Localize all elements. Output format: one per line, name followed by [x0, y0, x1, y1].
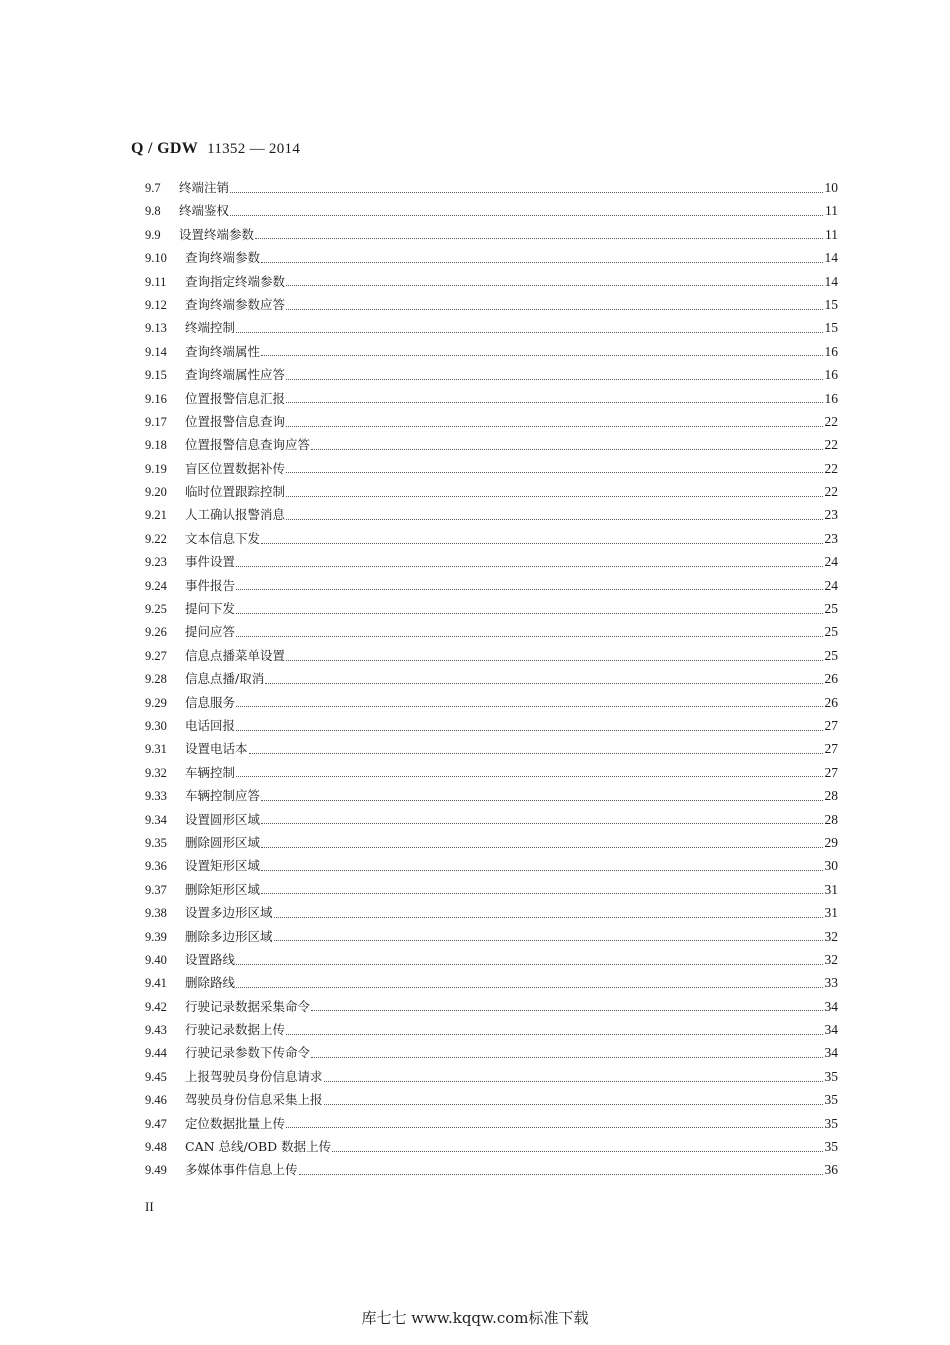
toc-dot-leader	[286, 518, 823, 520]
toc-dot-leader	[261, 354, 823, 356]
toc-dot-leader	[236, 986, 823, 988]
toc-entry-page: 10	[824, 180, 838, 195]
toc-entry[interactable]	[145, 714, 838, 737]
toc-entry-title: 位置报警信息查询应答	[185, 437, 311, 453]
toc-entry-number: 9.21	[145, 508, 167, 523]
toc-entry-title: 车辆控制	[185, 764, 236, 780]
toc-entry-title: 车辆控制应答	[185, 788, 261, 804]
toc-entry-page: 35	[824, 1092, 838, 1108]
toc-entry[interactable]	[145, 316, 838, 339]
toc-entry-number: 9.7	[145, 181, 161, 195]
toc-entry-title: 电话回报	[185, 717, 236, 733]
toc-entry[interactable]	[145, 1018, 838, 1041]
toc-entry-page: 26	[824, 694, 838, 710]
toc-entry-page: 31	[824, 905, 838, 921]
toc-entry-number: 9.14	[145, 344, 167, 359]
toc-dot-leader	[236, 705, 823, 707]
toc-entry-title: 设置矩形区域	[185, 858, 261, 874]
toc-dot-leader	[236, 729, 823, 731]
toc-entry-page: 31	[824, 881, 838, 897]
toc-entry-number: 9.26	[145, 625, 167, 640]
toc-entry-page: 29	[824, 834, 838, 850]
toc-dot-leader	[236, 588, 823, 590]
toc-entry-number: 9.16	[145, 391, 167, 406]
toc-entry-number: 9.20	[145, 485, 167, 500]
toc-entry-page: 34	[824, 1045, 838, 1061]
toc-dot-leader	[265, 682, 823, 684]
toc-entry-number: 9.32	[145, 765, 167, 780]
toc-entry[interactable]	[145, 457, 838, 480]
toc-entry-page: 25	[824, 624, 838, 640]
toc-entry-page: 11	[825, 203, 838, 219]
toc-dot-leader	[286, 284, 823, 286]
toc-entry[interactable]	[145, 620, 838, 643]
toc-entry-page: 33	[824, 975, 838, 991]
download-watermark: 库七七 www.kqqw.com标准下载	[361, 1309, 589, 1327]
toc-entry-page: 25	[824, 647, 838, 663]
toc-entry[interactable]	[145, 1158, 838, 1181]
toc-entry-number: 9.38	[145, 906, 167, 921]
toc-entry-page: 27	[824, 717, 838, 733]
toc-entry-title: 文本信息下发	[185, 530, 261, 546]
toc-dot-leader	[311, 448, 823, 450]
toc-entry-page: 16	[824, 367, 838, 383]
toc-entry[interactable]	[145, 784, 838, 807]
table-of-contents	[145, 176, 838, 1182]
toc-dot-leader	[286, 495, 823, 497]
toc-entry-page: 34	[824, 1022, 838, 1038]
toc-entry-page: 14	[824, 273, 838, 289]
toc-entry-number: 9.37	[145, 882, 167, 897]
toc-entry-number: 9.34	[145, 812, 167, 827]
toc-entry-title: 设置路线	[185, 951, 236, 967]
toc-entry-page: 36	[824, 1162, 838, 1178]
toc-entry-title: 删除路线	[185, 975, 236, 991]
toc-entry-title: 删除矩形区域	[185, 881, 261, 897]
toc-entry-page: 16	[824, 390, 838, 406]
toc-entry-page: 15	[824, 320, 838, 336]
toc-entry-title: 人工确认报警消息	[185, 507, 286, 523]
toc-entry[interactable]	[145, 503, 838, 526]
toc-entry-number: 9.48	[145, 1140, 167, 1155]
toc-entry-title: 位置报警信息查询	[185, 413, 286, 429]
toc-entry-number: 9.15	[145, 368, 167, 383]
toc-dot-leader	[286, 659, 823, 661]
toc-entry-number: 9.47	[145, 1116, 167, 1131]
toc-entry[interactable]	[145, 176, 838, 199]
toc-entry-page: 23	[824, 530, 838, 546]
toc-entry-page: 32	[824, 951, 838, 967]
toc-dot-leader	[311, 1056, 823, 1058]
toc-dot-leader	[236, 331, 823, 333]
document-header	[131, 139, 300, 158]
toc-entry[interactable]	[145, 971, 838, 994]
toc-entry[interactable]	[145, 410, 838, 433]
toc-entry[interactable]	[145, 1065, 838, 1088]
toc-entry-title: 设置电话本	[185, 741, 248, 757]
toc-entry-title: 提问应答	[185, 624, 236, 640]
toc-entry-number: 9.27	[145, 648, 167, 663]
toc-entry[interactable]	[145, 901, 838, 924]
toc-entry-page: 27	[824, 741, 838, 757]
toc-entry[interactable]	[145, 246, 838, 269]
toc-entry-title: 查询终端参数	[185, 250, 261, 266]
toc-entry[interactable]	[145, 340, 838, 363]
toc-entry[interactable]	[145, 808, 838, 831]
toc-dot-leader	[261, 822, 823, 824]
toc-entry-number: 9.33	[145, 789, 167, 804]
toc-entry-number: 9.49	[145, 1163, 167, 1178]
toc-entry-number: 9.24	[145, 578, 167, 593]
toc-dot-leader	[286, 425, 823, 427]
toc-dot-leader	[286, 471, 823, 473]
toc-entry-number: 9.10	[145, 251, 167, 266]
toc-entry[interactable]	[145, 574, 838, 597]
toc-entry[interactable]	[145, 737, 838, 760]
toc-entry-page: 25	[824, 601, 838, 617]
toc-entry[interactable]	[145, 480, 838, 503]
toc-entry[interactable]	[145, 1088, 838, 1111]
toc-entry-title: 驾驶员身份信息采集上报	[185, 1092, 323, 1108]
toc-entry[interactable]	[145, 1041, 838, 1064]
toc-entry[interactable]	[145, 550, 838, 573]
toc-entry-number: 9.42	[145, 999, 167, 1014]
toc-entry-number: 9.28	[145, 672, 167, 687]
toc-entry-title: 信息点播菜单设置	[185, 647, 286, 663]
toc-entry-title: 终端控制	[185, 320, 236, 336]
toc-entry-title: 设置终端参数	[179, 226, 255, 242]
toc-entry-page: 22	[824, 460, 838, 476]
toc-entry-title: 设置圆形区域	[185, 811, 261, 827]
toc-entry-page: 22	[824, 484, 838, 500]
toc-entry-title: 多媒体事件信息上传	[185, 1162, 298, 1178]
toc-entry-page: 23	[824, 507, 838, 523]
toc-entry-page: 35	[824, 1115, 838, 1131]
toc-entry-title: 查询终端属性应答	[185, 367, 286, 383]
toc-entry-number: 9.25	[145, 602, 167, 617]
toc-entry-number: 9.11	[145, 274, 167, 289]
toc-entry-page: 22	[824, 413, 838, 429]
toc-entry-page: 22	[824, 437, 838, 453]
toc-dot-leader	[255, 237, 823, 239]
toc-dot-leader	[249, 752, 823, 754]
toc-entry[interactable]	[145, 433, 838, 456]
toc-entry-title: 行驶记录数据上传	[185, 1022, 286, 1038]
toc-dot-leader	[324, 1080, 823, 1082]
toc-entry-number: 9.17	[145, 414, 167, 429]
toc-entry[interactable]	[145, 363, 838, 386]
toc-dot-leader	[261, 892, 823, 894]
toc-entry-page: 15	[824, 296, 838, 312]
toc-entry-page: 35	[824, 1068, 838, 1084]
toc-entry-number: 9.13	[145, 321, 167, 336]
toc-dot-leader	[274, 939, 823, 941]
toc-entry-title: 信息点播/取消	[185, 671, 265, 687]
toc-entry-number: 9.35	[145, 835, 167, 850]
page-number: II	[145, 1199, 154, 1214]
standard-number: 11352 — 2014	[207, 141, 301, 157]
toc-entry-title: 删除多边形区域	[185, 928, 273, 944]
toc-entry-title: 上报驾驶员身份信息请求	[185, 1068, 323, 1084]
toc-entry[interactable]	[145, 199, 838, 222]
toc-entry-number: 9.31	[145, 742, 167, 757]
toc-entry-title: 定位数据批量上传	[185, 1115, 286, 1131]
toc-entry-number: 9.22	[145, 531, 167, 546]
toc-entry-title: 设置多边形区域	[185, 905, 273, 921]
toc-entry-page: 27	[824, 764, 838, 780]
toc-entry[interactable]	[145, 948, 838, 971]
toc-entry-title: 删除圆形区域	[185, 834, 261, 850]
toc-entry-number: 9.46	[145, 1093, 167, 1108]
toc-entry-page: 34	[824, 998, 838, 1014]
toc-entry-title: 临时位置跟踪控制	[185, 484, 286, 500]
toc-dot-leader	[236, 565, 823, 567]
toc-entry[interactable]	[145, 597, 838, 620]
toc-entry-title: 查询终端参数应答	[185, 296, 286, 312]
toc-dot-leader	[236, 635, 823, 637]
toc-entry[interactable]	[145, 270, 838, 293]
toc-dot-leader	[286, 1126, 823, 1128]
toc-dot-leader	[286, 308, 823, 310]
toc-entry[interactable]	[145, 527, 838, 550]
toc-entry-number: 9.8	[145, 204, 161, 219]
toc-entry-title: 行驶记录数据采集命令	[185, 998, 311, 1014]
toc-entry-number: 9.29	[145, 695, 167, 710]
toc-dot-leader	[286, 401, 823, 403]
toc-entry-title: 查询终端属性	[185, 343, 261, 359]
toc-entry[interactable]	[145, 387, 838, 410]
toc-entry[interactable]	[145, 878, 838, 901]
toc-entry-title: 盲区位置数据补传	[185, 460, 286, 476]
toc-entry-page: 11	[825, 226, 838, 242]
toc-dot-leader	[261, 846, 823, 848]
toc-entry-number: 9.40	[145, 952, 167, 967]
toc-entry-number: 9.45	[145, 1069, 167, 1084]
toc-dot-leader	[299, 1173, 823, 1175]
toc-dot-leader	[261, 869, 823, 871]
toc-dot-leader	[286, 1033, 823, 1035]
toc-dot-leader	[261, 542, 823, 544]
toc-dot-leader	[236, 612, 823, 614]
toc-dot-leader	[261, 261, 823, 263]
toc-entry-page: 28	[824, 811, 838, 827]
toc-entry-title: 行驶记录参数下传命令	[185, 1045, 311, 1061]
toc-dot-leader	[236, 775, 823, 777]
toc-entry[interactable]	[145, 1112, 838, 1135]
toc-entry[interactable]	[145, 667, 838, 690]
toc-entry-number: 9.41	[145, 976, 167, 991]
toc-entry-title: 事件设置	[185, 554, 236, 570]
toc-entry[interactable]	[145, 761, 838, 784]
toc-entry-number: 9.19	[145, 461, 167, 476]
toc-entry-number: 9.18	[145, 438, 167, 453]
toc-dot-leader	[324, 1103, 823, 1105]
toc-entry-page: 28	[824, 788, 838, 804]
toc-entry-number: 9.23	[145, 555, 167, 570]
toc-entry[interactable]	[145, 223, 838, 246]
toc-entry-page: 35	[824, 1139, 838, 1155]
toc-entry-title: 位置报警信息汇报	[185, 390, 286, 406]
toc-entry-page: 32	[824, 928, 838, 944]
toc-dot-leader	[261, 799, 823, 801]
toc-entry-title: 提问下发	[185, 601, 236, 617]
standard-code: Q / GDW	[131, 140, 198, 157]
toc-entry[interactable]	[145, 854, 838, 877]
toc-entry-page: 14	[824, 250, 838, 266]
toc-entry-title: 终端注销	[179, 180, 230, 195]
toc-entry-page: 24	[824, 577, 838, 593]
toc-entry[interactable]	[145, 293, 838, 316]
toc-entry[interactable]	[145, 691, 838, 714]
toc-dot-leader	[332, 1150, 823, 1152]
toc-dot-leader	[311, 1009, 823, 1011]
toc-entry-page: 24	[824, 554, 838, 570]
toc-dot-leader	[286, 378, 823, 380]
toc-entry-title: 终端鉴权	[179, 203, 230, 219]
toc-entry-number: 9.9	[145, 227, 161, 242]
toc-entry-page: 26	[824, 671, 838, 687]
toc-entry-title: 事件报告	[185, 577, 236, 593]
toc-entry-page: 30	[824, 858, 838, 874]
toc-entry-number: 9.36	[145, 859, 167, 874]
toc-entry[interactable]	[145, 925, 838, 948]
toc-dot-leader	[230, 214, 823, 216]
toc-entry[interactable]	[145, 995, 838, 1018]
toc-entry-page: 16	[824, 343, 838, 359]
toc-entry-number: 9.12	[145, 297, 167, 312]
toc-entry-number: 9.30	[145, 718, 167, 733]
toc-entry-number: 9.43	[145, 1023, 167, 1038]
toc-dot-leader	[236, 963, 823, 965]
toc-entry-number: 9.44	[145, 1046, 167, 1061]
toc-entry-number: 9.39	[145, 929, 167, 944]
toc-entry-title: 信息服务	[185, 694, 236, 710]
toc-entry[interactable]	[145, 1135, 838, 1158]
toc-entry-title: 查询指定终端参数	[185, 273, 286, 289]
toc-entry[interactable]	[145, 831, 838, 854]
toc-dot-leader	[230, 191, 823, 193]
toc-entry-title: CAN 总线/OBD 数据上传	[185, 1139, 332, 1155]
toc-entry[interactable]	[145, 644, 838, 667]
toc-dot-leader	[274, 916, 823, 918]
